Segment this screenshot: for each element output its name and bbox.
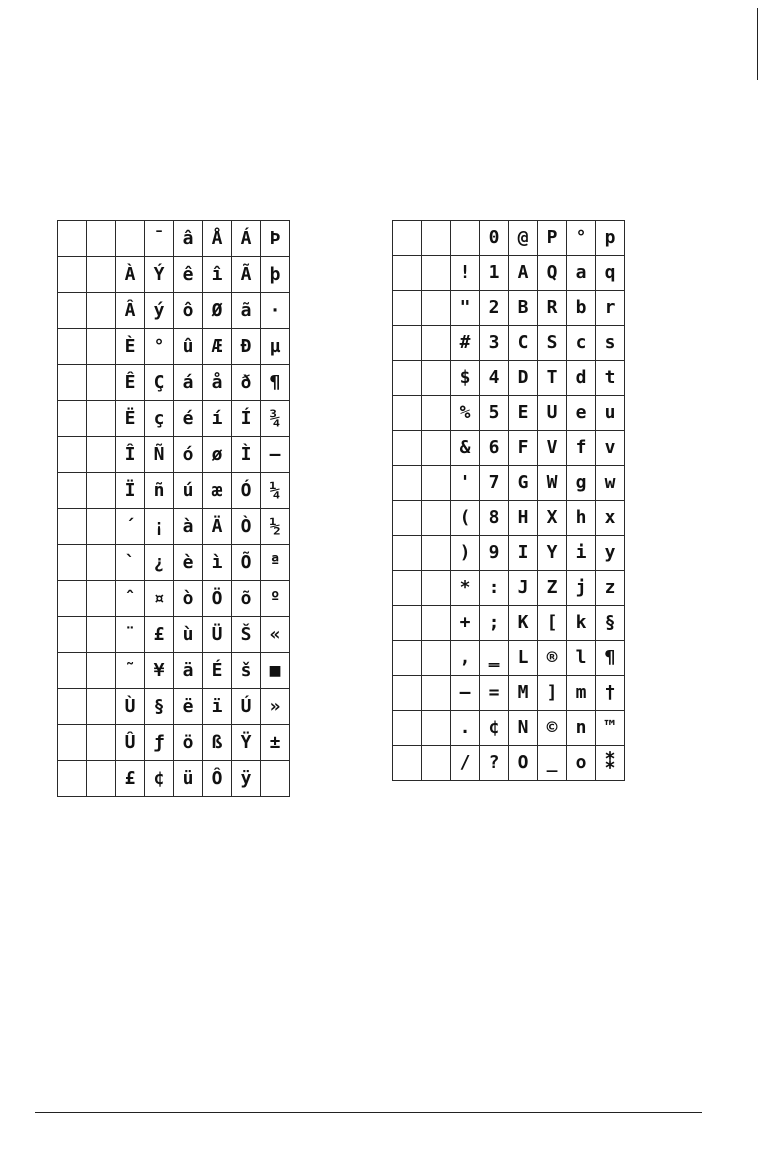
character-cell: Ò <box>232 509 261 545</box>
character-cell: å <box>203 365 232 401</box>
character-cell <box>58 293 87 329</box>
character-cell: « <box>261 617 290 653</box>
character-cell: § <box>596 606 625 641</box>
character-table-left-body <box>58 221 290 797</box>
character-cell: * <box>451 571 480 606</box>
character-cell: Î <box>116 437 145 473</box>
character-cell: 1 <box>480 256 509 291</box>
character-cell <box>58 617 87 653</box>
character-cell <box>58 509 87 545</box>
table-row <box>393 676 625 711</box>
character-cell: L <box>509 641 538 676</box>
character-cell <box>393 361 422 396</box>
character-cell: ˜ <box>116 653 145 689</box>
character-cell <box>87 689 116 725</box>
character-cell: Û <box>116 725 145 761</box>
table-row <box>58 653 290 689</box>
character-cell: t <box>596 361 625 396</box>
character-cell <box>422 641 451 676</box>
character-cell: á <box>174 365 203 401</box>
character-cell: ™ <box>596 711 625 746</box>
character-cell: j <box>567 571 596 606</box>
character-cell: Ñ <box>145 437 174 473</box>
character-cell: F <box>509 431 538 466</box>
character-cell: Â <box>116 293 145 329</box>
character-cell: T <box>538 361 567 396</box>
character-cell <box>422 221 451 256</box>
character-cell: ( <box>451 501 480 536</box>
character-cell: · <box>261 293 290 329</box>
character-cell <box>393 641 422 676</box>
character-cell: Ö <box>203 581 232 617</box>
character-cell <box>422 431 451 466</box>
character-cell: [ <box>538 606 567 641</box>
character-cell: Q <box>538 256 567 291</box>
table-row <box>393 571 625 606</box>
character-cell <box>422 361 451 396</box>
character-cell: § <box>145 689 174 725</box>
character-cell: l <box>567 641 596 676</box>
character-cell: ' <box>451 466 480 501</box>
character-cell: ô <box>174 293 203 329</box>
character-cell: P <box>538 221 567 256</box>
character-cell: ð <box>232 365 261 401</box>
character-cell: Ä <box>203 509 232 545</box>
character-cell: µ <box>261 329 290 365</box>
character-cell <box>58 653 87 689</box>
character-cell: & <box>451 431 480 466</box>
character-cell <box>422 571 451 606</box>
character-cell <box>393 326 422 361</box>
character-cell: h <box>567 501 596 536</box>
character-cell: ! <box>451 256 480 291</box>
character-cell: s <box>596 326 625 361</box>
table-row <box>58 761 290 797</box>
table-row <box>393 361 625 396</box>
character-cell: 7 <box>480 466 509 501</box>
character-cell <box>422 676 451 711</box>
character-cell: ° <box>145 329 174 365</box>
character-cell: E <box>509 396 538 431</box>
character-cell: S <box>538 326 567 361</box>
table-row <box>58 509 290 545</box>
character-cell <box>422 396 451 431</box>
character-cell: ¨ <box>116 617 145 653</box>
table-row <box>58 545 290 581</box>
character-cell: Ÿ <box>232 725 261 761</box>
character-cell <box>422 606 451 641</box>
character-cell: Y <box>538 536 567 571</box>
character-cell: C <box>509 326 538 361</box>
character-cell <box>261 761 290 797</box>
table-row <box>58 437 290 473</box>
character-cell: @ <box>509 221 538 256</box>
character-cell <box>58 257 87 293</box>
table-row <box>58 293 290 329</box>
character-cell: ? <box>480 746 509 781</box>
character-cell: ° <box>567 221 596 256</box>
character-cell <box>87 329 116 365</box>
table-row <box>393 221 625 256</box>
character-cell: o <box>567 746 596 781</box>
character-cell: Þ <box>261 221 290 257</box>
character-cell: É <box>203 653 232 689</box>
character-cell <box>422 536 451 571</box>
character-cell: ¢ <box>145 761 174 797</box>
character-cell: Ó <box>232 473 261 509</box>
character-cell: k <box>567 606 596 641</box>
character-cell: à <box>174 509 203 545</box>
character-cell: è <box>174 545 203 581</box>
character-cell: ¤ <box>145 581 174 617</box>
character-cell: q <box>596 256 625 291</box>
character-cell: 9 <box>480 536 509 571</box>
character-cell: u <box>596 396 625 431</box>
character-cell: Ú <box>232 689 261 725</box>
character-cell: Ý <box>145 257 174 293</box>
character-cell: ) <box>451 536 480 571</box>
character-cell: ] <box>538 676 567 711</box>
character-cell: Õ <box>232 545 261 581</box>
character-cell: m <box>567 676 596 711</box>
character-cell <box>393 431 422 466</box>
character-cell: Ø <box>203 293 232 329</box>
character-cell: ã <box>232 293 261 329</box>
character-cell: ¡ <box>145 509 174 545</box>
character-cell: Ô <box>203 761 232 797</box>
character-cell: ë <box>174 689 203 725</box>
character-cell: ê <box>174 257 203 293</box>
character-cell: X <box>538 501 567 536</box>
character-cell: $ <box>451 361 480 396</box>
character-cell: ■ <box>261 653 290 689</box>
character-cell <box>422 746 451 781</box>
character-cell: J <box>509 571 538 606</box>
character-cell: d <box>567 361 596 396</box>
character-cell: y <box>596 536 625 571</box>
character-cell: š <box>232 653 261 689</box>
character-cell <box>87 437 116 473</box>
character-cell: 2 <box>480 291 509 326</box>
character-cell <box>58 581 87 617</box>
character-cell: " <box>451 291 480 326</box>
character-cell: e <box>567 396 596 431</box>
character-cell <box>58 689 87 725</box>
character-cell: Ù <box>116 689 145 725</box>
character-cell: ä <box>174 653 203 689</box>
character-cell <box>87 293 116 329</box>
character-cell: Ï <box>116 473 145 509</box>
character-cell: ¶ <box>261 365 290 401</box>
character-cell: ¿ <box>145 545 174 581</box>
character-table-right <box>392 220 625 781</box>
character-cell <box>58 401 87 437</box>
character-cell <box>422 256 451 291</box>
character-cell <box>393 746 422 781</box>
character-cell: Ì <box>232 437 261 473</box>
character-cell: ù <box>174 617 203 653</box>
character-cell <box>58 329 87 365</box>
character-cell: 0 <box>480 221 509 256</box>
character-cell: † <box>596 676 625 711</box>
character-cell: ` <box>116 545 145 581</box>
character-cell: û <box>174 329 203 365</box>
character-cell: B <box>509 291 538 326</box>
character-cell: 6 <box>480 431 509 466</box>
character-cell: c <box>567 326 596 361</box>
character-cell: ½ <box>261 509 290 545</box>
character-cell: g <box>567 466 596 501</box>
character-cell <box>393 501 422 536</box>
table-row <box>58 257 290 293</box>
table-row <box>393 641 625 676</box>
table-row <box>58 365 290 401</box>
character-cell: ñ <box>145 473 174 509</box>
character-cell <box>422 711 451 746</box>
character-cell: ± <box>261 725 290 761</box>
character-cell: º <box>261 581 290 617</box>
character-cell: ò <box>174 581 203 617</box>
character-cell: — <box>261 437 290 473</box>
character-cell: V <box>538 431 567 466</box>
character-cell: ´ <box>116 509 145 545</box>
character-cell: ¥ <box>145 653 174 689</box>
character-cell: ª <box>261 545 290 581</box>
character-cell: ø <box>203 437 232 473</box>
character-cell: Ç <box>145 365 174 401</box>
character-cell: ¼ <box>261 473 290 509</box>
character-cell: = <box>480 676 509 711</box>
table-row <box>58 221 290 257</box>
character-cell <box>393 396 422 431</box>
character-cell <box>393 221 422 256</box>
character-cell: f <box>567 431 596 466</box>
character-cell: Á <box>232 221 261 257</box>
character-cell <box>87 581 116 617</box>
character-cell <box>87 473 116 509</box>
table-row <box>393 396 625 431</box>
character-cell <box>87 545 116 581</box>
character-cell: æ <box>203 473 232 509</box>
table-row <box>393 501 625 536</box>
character-cell: » <box>261 689 290 725</box>
character-cell <box>451 221 480 256</box>
character-cell: Z <box>538 571 567 606</box>
character-cell: U <box>538 396 567 431</box>
character-cell <box>393 571 422 606</box>
character-cell: K <box>509 606 538 641</box>
character-cell <box>58 761 87 797</box>
character-cell: R <box>538 291 567 326</box>
character-cell <box>116 221 145 257</box>
character-cell <box>58 437 87 473</box>
character-cell: ü <box>174 761 203 797</box>
character-cell: b <box>567 291 596 326</box>
character-cell: 3 <box>480 326 509 361</box>
character-cell: W <box>538 466 567 501</box>
table-row <box>393 256 625 291</box>
character-cell: ® <box>538 641 567 676</box>
character-cell: M <box>509 676 538 711</box>
character-cell <box>87 617 116 653</box>
character-cell: È <box>116 329 145 365</box>
character-cell: Æ <box>203 329 232 365</box>
character-cell: A <box>509 256 538 291</box>
character-table-left <box>57 220 290 797</box>
character-cell <box>87 509 116 545</box>
character-cell: Ð <box>232 329 261 365</box>
character-cell <box>58 473 87 509</box>
character-cell <box>393 536 422 571</box>
character-cell: í <box>203 401 232 437</box>
character-cell: £ <box>145 617 174 653</box>
character-cell <box>422 466 451 501</box>
character-cell: ˆ <box>116 581 145 617</box>
character-cell: – <box>451 676 480 711</box>
character-cell: õ <box>232 581 261 617</box>
character-cell: ¾ <box>261 401 290 437</box>
character-cell <box>422 326 451 361</box>
character-cell <box>58 365 87 401</box>
table-row <box>58 473 290 509</box>
character-cell: 8 <box>480 501 509 536</box>
character-cell: î <box>203 257 232 293</box>
character-cell: ú <box>174 473 203 509</box>
character-cell: ì <box>203 545 232 581</box>
character-cell: Ã <box>232 257 261 293</box>
character-cell: ý <box>145 293 174 329</box>
character-cell: £ <box>116 761 145 797</box>
character-cell: H <box>509 501 538 536</box>
character-cell: % <box>451 396 480 431</box>
character-cell <box>87 761 116 797</box>
character-cell: Ë <box>116 401 145 437</box>
character-cell <box>422 291 451 326</box>
character-cell: Ê <box>116 365 145 401</box>
character-cell: À <box>116 257 145 293</box>
character-cell: i <box>567 536 596 571</box>
character-table-right-body <box>393 221 625 781</box>
character-cell <box>87 725 116 761</box>
table-row <box>393 431 625 466</box>
character-cell <box>87 221 116 257</box>
character-cell <box>87 257 116 293</box>
table-row <box>58 725 290 761</box>
character-cell: â <box>174 221 203 257</box>
character-cell: ö <box>174 725 203 761</box>
table-row <box>393 466 625 501</box>
character-cell: . <box>451 711 480 746</box>
character-cell: + <box>451 606 480 641</box>
table-row <box>393 326 625 361</box>
table-row <box>393 536 625 571</box>
character-cell: x <box>596 501 625 536</box>
character-cell: w <box>596 466 625 501</box>
character-cell: ¯ <box>145 221 174 257</box>
character-cell: þ <box>261 257 290 293</box>
character-cell: N <box>509 711 538 746</box>
character-cell: G <box>509 466 538 501</box>
footer-rule <box>35 1112 702 1113</box>
character-cell: © <box>538 711 567 746</box>
character-cell: 5 <box>480 396 509 431</box>
character-cell: ç <box>145 401 174 437</box>
character-cell <box>393 291 422 326</box>
character-cell: a <box>567 256 596 291</box>
character-cell <box>58 545 87 581</box>
character-cell: D <box>509 361 538 396</box>
table-row <box>393 606 625 641</box>
character-cell <box>58 221 87 257</box>
character-cell: ⁑ <box>596 746 625 781</box>
table-row <box>58 689 290 725</box>
character-cell: v <box>596 431 625 466</box>
character-cell: ÿ <box>232 761 261 797</box>
table-row <box>393 711 625 746</box>
character-cell: ; <box>480 606 509 641</box>
character-cell: O <box>509 746 538 781</box>
character-cell: ó <box>174 437 203 473</box>
character-cell: ß <box>203 725 232 761</box>
table-row <box>393 746 625 781</box>
character-cell <box>87 365 116 401</box>
character-cell: p <box>596 221 625 256</box>
character-cell <box>393 676 422 711</box>
character-cell: # <box>451 326 480 361</box>
character-cell: Ü <box>203 617 232 653</box>
character-cell: n <box>567 711 596 746</box>
character-cell: ¢ <box>480 711 509 746</box>
character-cell <box>393 256 422 291</box>
character-cell: : <box>480 571 509 606</box>
character-cell <box>393 466 422 501</box>
character-cell: Í <box>232 401 261 437</box>
character-cell <box>422 501 451 536</box>
character-cell: Å <box>203 221 232 257</box>
character-cell: ï <box>203 689 232 725</box>
table-row <box>393 291 625 326</box>
character-cell: Š <box>232 617 261 653</box>
table-row <box>58 401 290 437</box>
character-cell <box>87 653 116 689</box>
character-cell: / <box>451 746 480 781</box>
character-cell: ƒ <box>145 725 174 761</box>
character-cell: r <box>596 291 625 326</box>
character-cell: é <box>174 401 203 437</box>
character-cell: _ <box>538 746 567 781</box>
character-cell: I <box>509 536 538 571</box>
character-cell: , <box>451 641 480 676</box>
margin-rule <box>757 8 758 80</box>
character-cell: ‗ <box>480 641 509 676</box>
character-cell <box>393 711 422 746</box>
character-cell <box>58 725 87 761</box>
table-row <box>58 329 290 365</box>
character-cell: ¶ <box>596 641 625 676</box>
character-cell <box>393 606 422 641</box>
character-cell <box>87 401 116 437</box>
table-row <box>58 617 290 653</box>
character-cell: z <box>596 571 625 606</box>
character-cell: 4 <box>480 361 509 396</box>
table-row <box>58 581 290 617</box>
